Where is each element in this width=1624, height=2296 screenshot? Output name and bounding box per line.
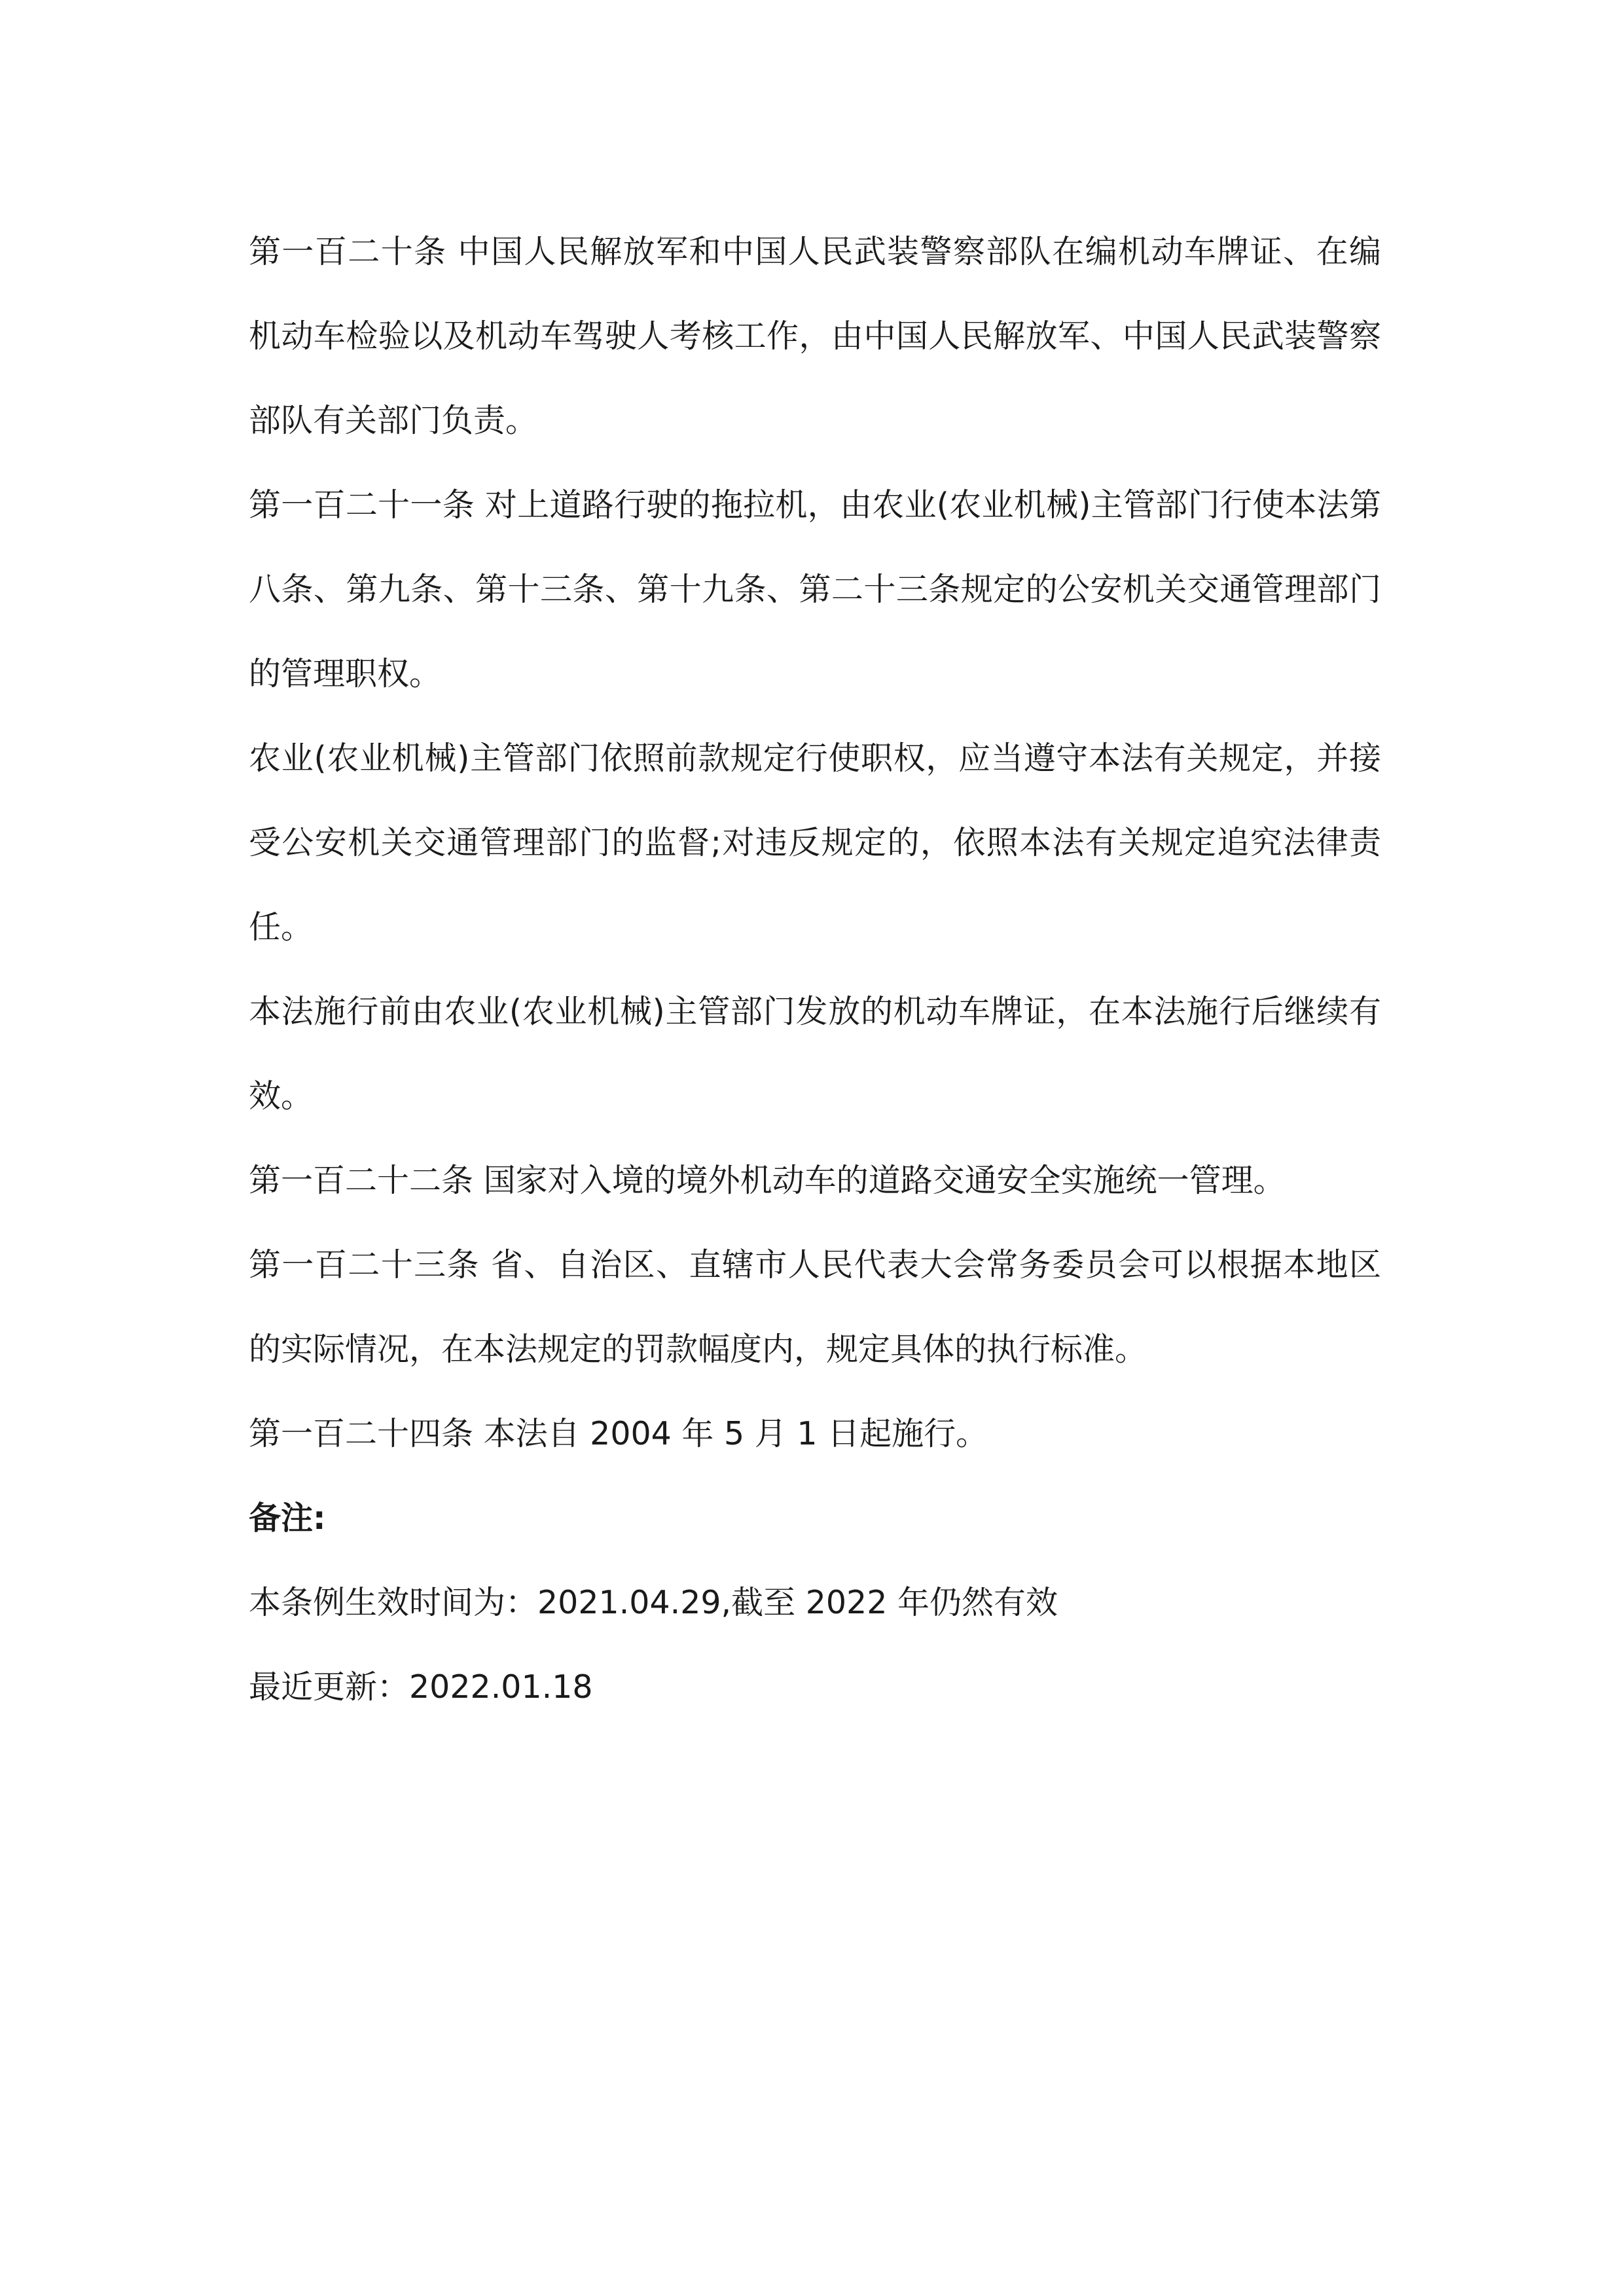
article-121-para-2: 农业(农业机械)主管部门依照前款规定行使职权，应当遵守本法有关规定，并接受公安机关交通管理部门的监督;对违反规定的，依照本法有关规定追究法律责任。 <box>249 740 1382 946</box>
article-122: 第一百二十二条 国家对入境的境外机动车的道路交通安全实施统一管理。 <box>249 1162 1286 1199</box>
article-121-para-3: 本法施行前由农业(农业机械)主管部门发放的机动车牌证，在本法施行后继续有效。 <box>249 993 1381 1115</box>
note-title: 备注: <box>249 1499 326 1537</box>
article-121: 第一百二十一条 对上道路行驶的拖拉机，由农业(农业机械)主管部门行使本法第八条、第九条、第十三条、第十九条、第二十三条规定的公安机关交通管理部门的管理职权。 <box>249 486 1381 692</box>
article-124: 第一百二十四条 本法自 2004 年 5 月 1 日起施行。 <box>249 1415 988 1452</box>
document-page <box>249 209 1381 1729</box>
article-120: 第一百二十条 中国人民解放军和中国人民武装警察部队在编机动车牌证、在编机动车检验以及机动车驾驶人考核工作，由中国人民解放军、中国人民武装警察部队有关部门负责。 <box>249 233 1381 439</box>
note-effective-date: 本条例生效时间为：2021.04.29,截至 2022 年仍然有效 <box>249 1584 1058 1621</box>
article-123: 第一百二十三条 省、自治区、直辖市人民代表大会常务委员会可以根据本地区的实际情况，在本法规定的罚款幅度内，规定具体的执行标准。 <box>249 1246 1381 1368</box>
note-last-updated: 最近更新：2022.01.18 <box>249 1668 593 1706</box>
